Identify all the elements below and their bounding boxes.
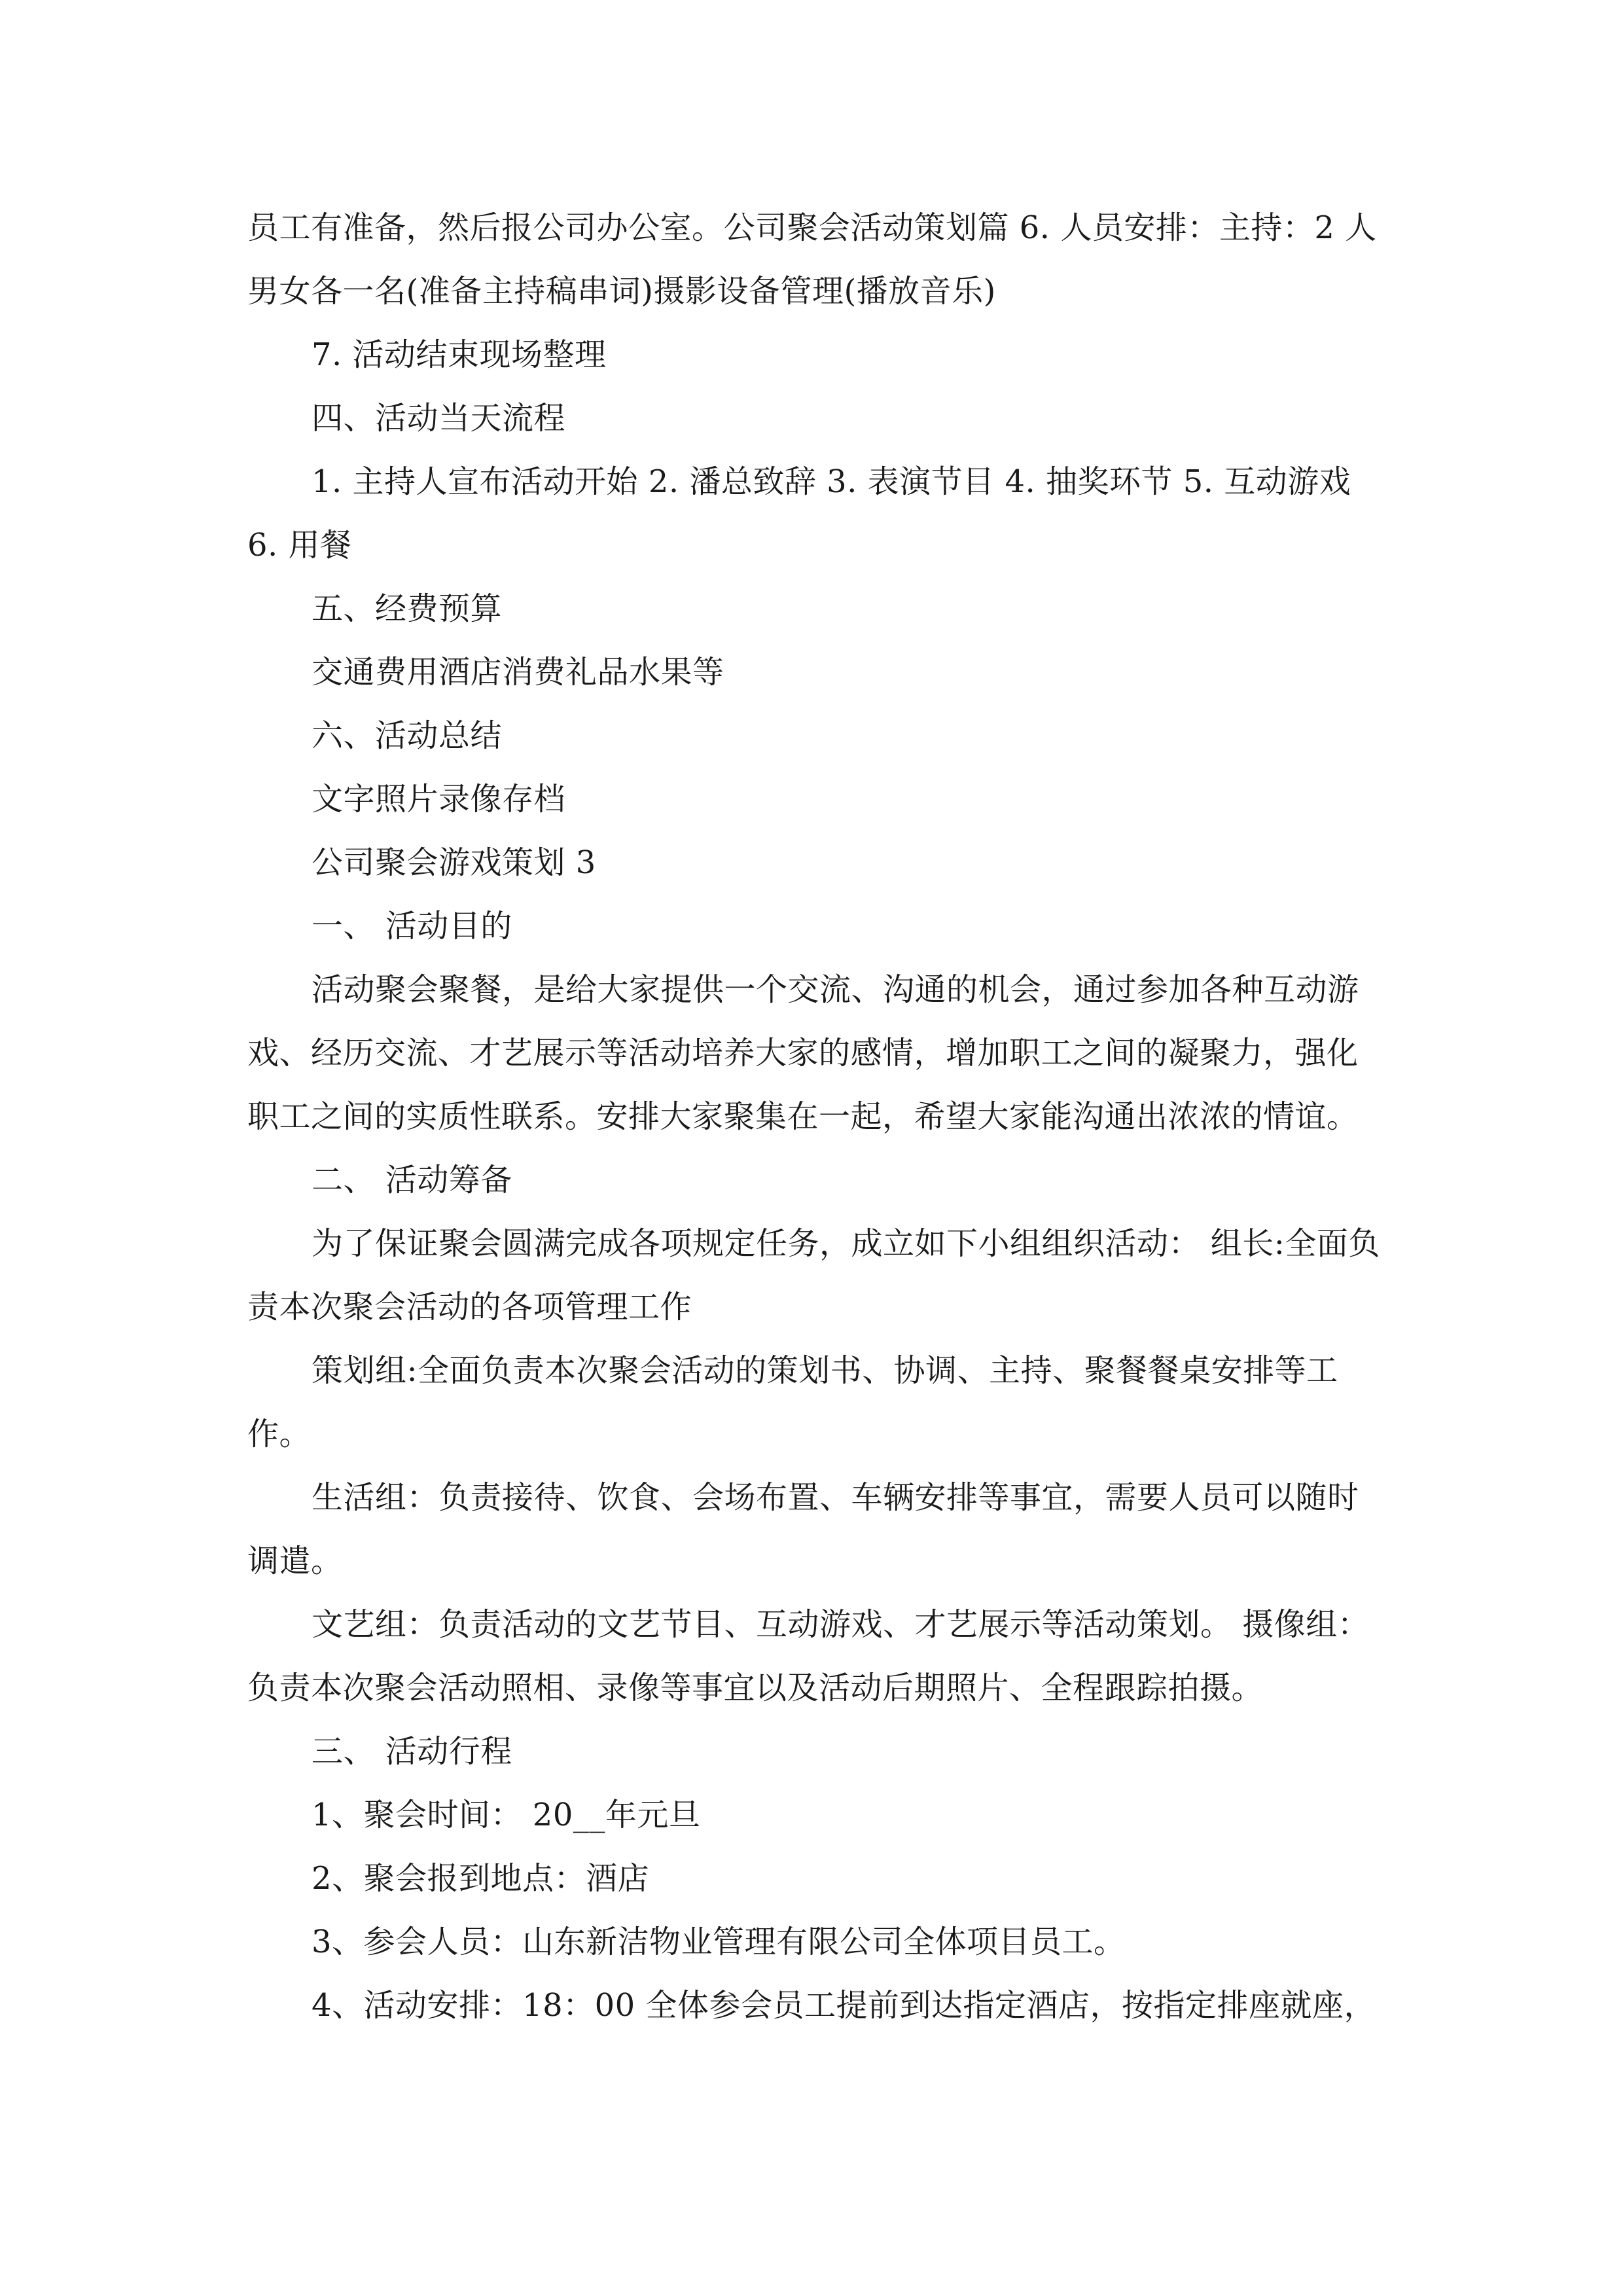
paragraph-event-location: 2、聚会报到地点：酒店 xyxy=(312,1860,650,1897)
paragraph-activity-arrangement: 4、活动安排：18：00 全体参会员工提前到达指定酒店，按指定排座就座， xyxy=(312,1987,1376,2024)
heading-schedule: 三、 活动行程 xyxy=(312,1733,512,1770)
heading-preparation: 二、 活动筹备 xyxy=(312,1162,512,1198)
paragraph-participants: 3、参会人员：山东新洁物业管理有限公司全体项目员工。 xyxy=(312,1924,1126,1960)
paragraph-process-steps: 1. 主持人宣布活动开始 2. 潘总致辞 3. 表演节目 4. 抽奖环节 5. 互动游戏 6. 用餐 xyxy=(247,463,1351,564)
heading-summary: 六、活动总结 xyxy=(312,717,503,754)
heading-purpose: 一、 活动目的 xyxy=(312,908,512,944)
paragraph-arts-group: 文艺组：负责活动的文艺节目、互动游戏、才艺展示等活动策划。 摄像组：负责本次聚会活动照相、录像等事宜以及活动后期照片、全程跟踪拍摄。 xyxy=(247,1606,1370,1706)
document-body xyxy=(247,196,1386,2037)
section-title-plan-3: 公司聚会游戏策划 3 xyxy=(312,844,596,881)
paragraph-budget-items: 交通费用酒店消费礼品水果等 xyxy=(312,654,724,691)
paragraph-staff-arrangement: 员工有准备，然后报公司办公室。公司聚会活动策划篇 6. 人员安排：主持：2 人男女各一名(准备主持稿串词)摄影设备管理(播放音乐) xyxy=(247,209,1377,310)
paragraph-cleanup: 7. 活动结束现场整理 xyxy=(312,336,607,373)
paragraph-event-time: 1、聚会时间： 20__年元旦 xyxy=(312,1797,701,1833)
paragraph-summary-items: 文字照片录像存档 xyxy=(312,781,566,817)
paragraph-logistics-group: 生活组：负责接待、饮食、会场布置、车辆安排等事宜，需要人员可以随时调遣。 xyxy=(247,1479,1359,1579)
heading-day-process: 四、活动当天流程 xyxy=(312,400,566,437)
paragraph-purpose: 活动聚会聚餐，是给大家提供一个交流、沟通的机会，通过参加各种互动游戏、经历交流、才艺展示等活动培养大家的感情，增加职工之间的凝聚力，强化职工之间的实质性联系。安排大家聚集在一起，希望大家能沟通出浓浓的情谊。 xyxy=(247,971,1359,1135)
paragraph-planning-group: 策划组:全面负责本次聚会活动的策划书、协调、主持、聚餐餐桌安排等工作。 xyxy=(247,1352,1338,1452)
heading-budget: 五、经费预算 xyxy=(312,590,503,627)
paragraph-preparation: 为了保证聚会圆满完成各项规定任务，成立如下小组组织活动： 组长:全面负责本次聚会活动的各项管理工作 xyxy=(247,1225,1380,1325)
